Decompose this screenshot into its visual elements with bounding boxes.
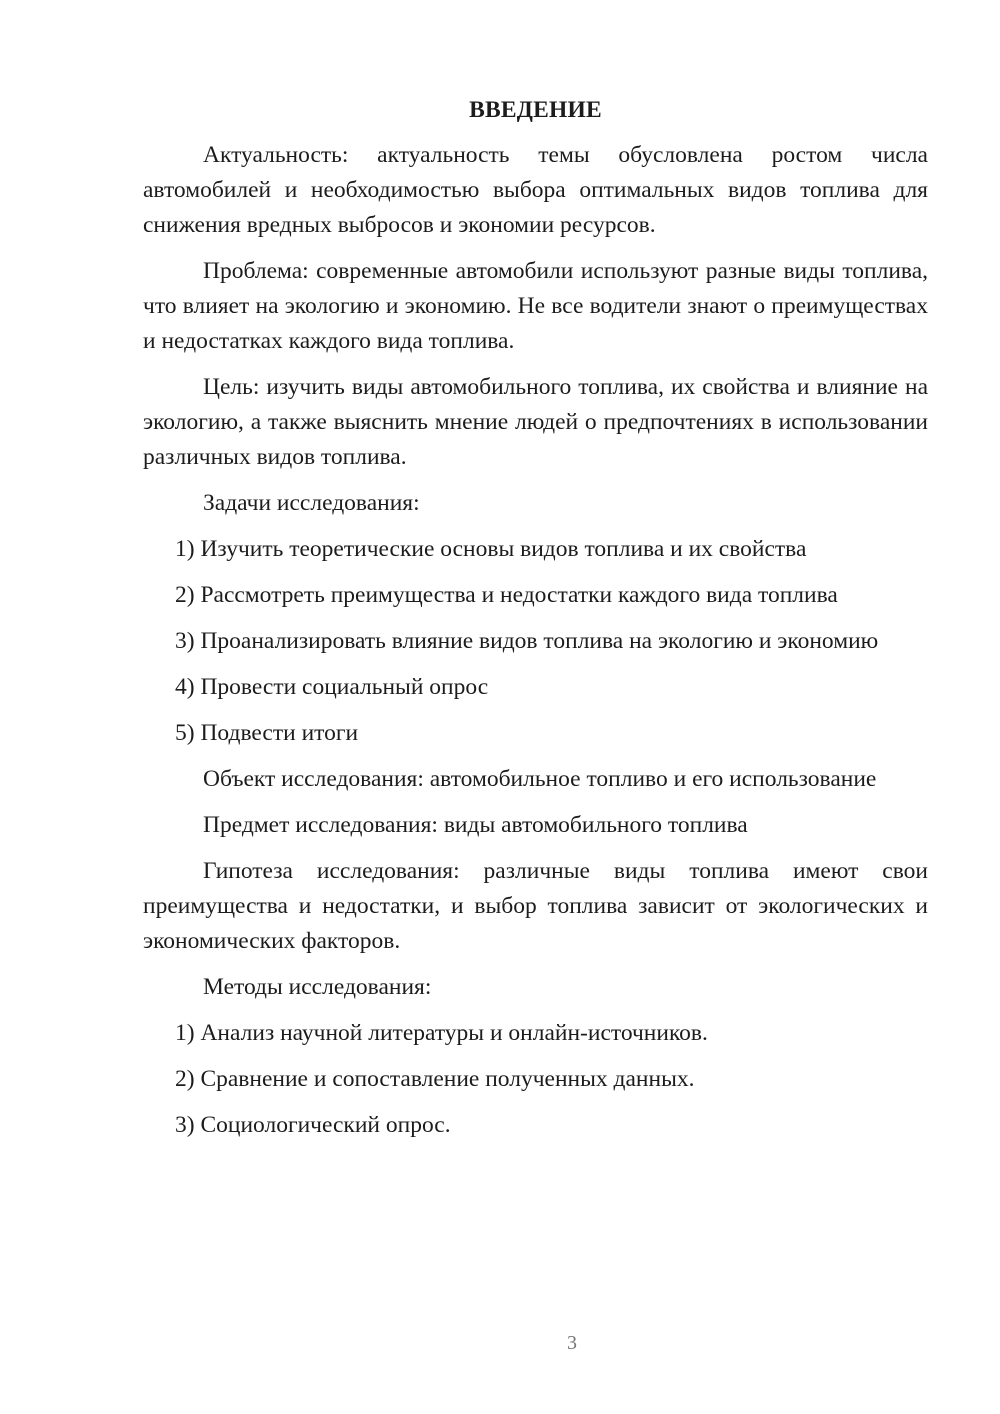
methods-heading: Методы исследования: <box>203 974 432 1000</box>
tasks-heading: Задачи исследования: <box>203 490 420 516</box>
task-item: 5) Подвести итоги <box>175 720 359 746</box>
research-subject: Предмет исследования: виды автомобильного топлива <box>203 812 748 838</box>
research-object: Объект исследования: автомобильное топливо и его использование <box>203 766 877 792</box>
page-number: 3 <box>567 1332 577 1354</box>
section-title: ВВЕДЕНИЕ <box>469 97 602 123</box>
task-item: 3) Проанализировать влияние видов топлива на экологию и экономию <box>175 628 879 654</box>
problem-paragraph: Проблема: современные автомобили используют разные виды топлива, что влияет на экологию и экономию. Не все водители знают о преимуществах и недостатках каждого вида топлива. <box>143 258 928 354</box>
document-body <box>143 93 928 1154</box>
method-item: 2) Сравнение и сопоставление полученных данных. <box>175 1066 695 1092</box>
hypothesis-paragraph: Гипотеза исследования: различные виды топлива имеют свои преимущества и недостатки, и выбор топлива зависит от экологических и экономических факторов. <box>143 858 928 954</box>
task-item: 4) Провести социальный опрос <box>175 674 489 700</box>
relevance-paragraph: Актуальность: актуальность темы обусловлена ростом числа автомобилей и необходимостью выбора оптимальных видов топлива для снижения вредных выбросов и экономии ресурсов. <box>143 142 928 238</box>
task-item: 2) Рассмотреть преимущества и недостатки каждого вида топлива <box>175 582 838 608</box>
goal-paragraph: Цель: изучить виды автомобильного топлива, их свойства и влияние на экологию, а также выяснить мнение людей о предпочтениях в использовании различных видов топлива. <box>143 374 928 470</box>
task-item: 1) Изучить теоретические основы видов топлива и их свойства <box>175 536 807 562</box>
method-item: 1) Анализ научной литературы и онлайн-источников. <box>175 1020 708 1046</box>
method-item: 3) Социологический опрос. <box>175 1112 451 1138</box>
